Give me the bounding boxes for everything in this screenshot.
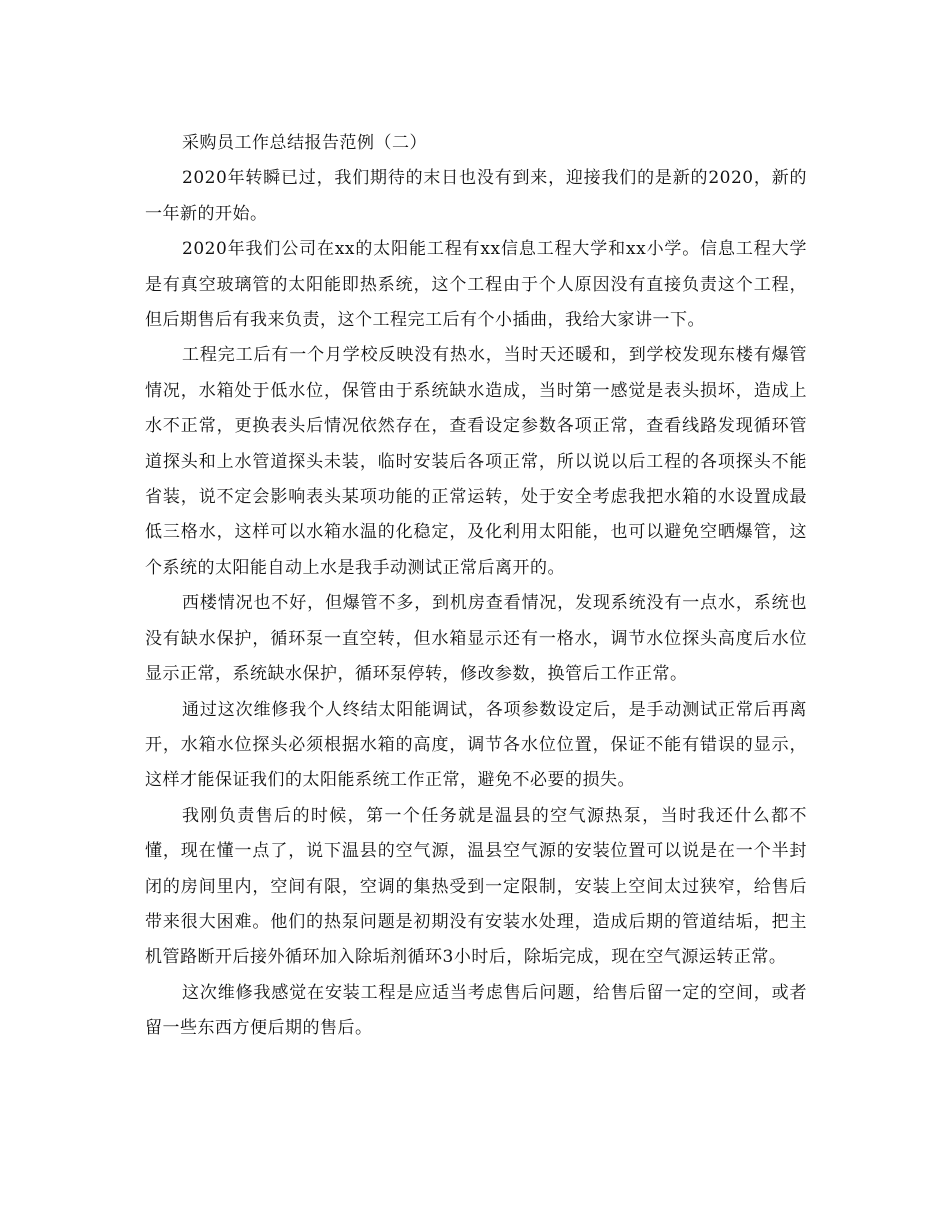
document-title: 采购员工作总结报告范例（二）: [182, 133, 427, 153]
paragraph-1: 2020年转瞬已过，我们期待的末日也没有到来，迎接我们的是新的2020，新的一年新的开始。: [145, 168, 807, 224]
document-body: [145, 126, 807, 1047]
paragraph-3: 工程完工后有一个月学校反映没有热水，当时天还暖和，到学校发现东楼有爆管情况，水箱处于低水位，保管由于系统缺水造成，当时第一感觉是表头损坏，造成上水不正常，更换表头后情况依然存在，查看设定参数各项正常，查看线路发现循环管道探头和上水管道探头未装，临时安装后各项正常，所以说以后工程的各项探头不能省装，说不定会影响表头某项功能的正常运转，处于安全考虑我把水箱的水设置成最低三格水，这样可以水箱水温的化稳定，及化利用太阳能，也可以避免空晒爆管，这个系统的太阳能自动上水是我手动测试正常后离开的。: [145, 345, 807, 578]
paragraph-5: 通过这次维修我个人终结太阳能调试，各项参数设定后，是手动测试正常后再离开，水箱水位探头必须根据水箱的高度，调节各水位位置，保证不能有错误的显示，这样才能保证我们的太阳能系统工作正常，避免不必要的损失。: [145, 699, 807, 791]
paragraph-6: 我刚负责售后的时候，第一个任务就是温县的空气源热泵，当时我还什么都不懂，现在懂一点了，说下温县的空气源，温县空气源的安装位置可以说是在一个半封闭的房间里内，空间有限，空调的集热受到一定限制，安装上空间太过狭窄，给售后带来很大困难。他们的热泵问题是初期没有安装水处理，造成后期的管道结垢，把主机管路断开后接外循环加入除垢剂循环3小时后，除垢完成，现在空气源运转正常。: [145, 805, 807, 968]
paragraph-7: 这次维修我感觉在安装工程是应适当考虑售后问题，给售后留一定的空间，或者留一些东西方便后期的售后。: [145, 982, 807, 1039]
paragraph-2: 2020年我们公司在xx的太阳能工程有xx信息工程大学和xx小学。信息工程大学是有真空玻璃管的太阳能即热系统，这个工程由于个人原因没有直接负责这个工程，但后期售后有我来负责，这个工程完工后有个小插曲，我给大家讲一下。: [145, 239, 807, 331]
paragraph-4: 西楼情况也不好，但爆管不多，到机房查看情况，发现系统没有一点水，系统也没有缺水保护，循环泵一直空转，但水箱显示还有一格水，调节水位探头高度后水位显示正常，系统缺水保护，循环泵停转，修改参数，换管后工作正常。: [145, 593, 807, 685]
